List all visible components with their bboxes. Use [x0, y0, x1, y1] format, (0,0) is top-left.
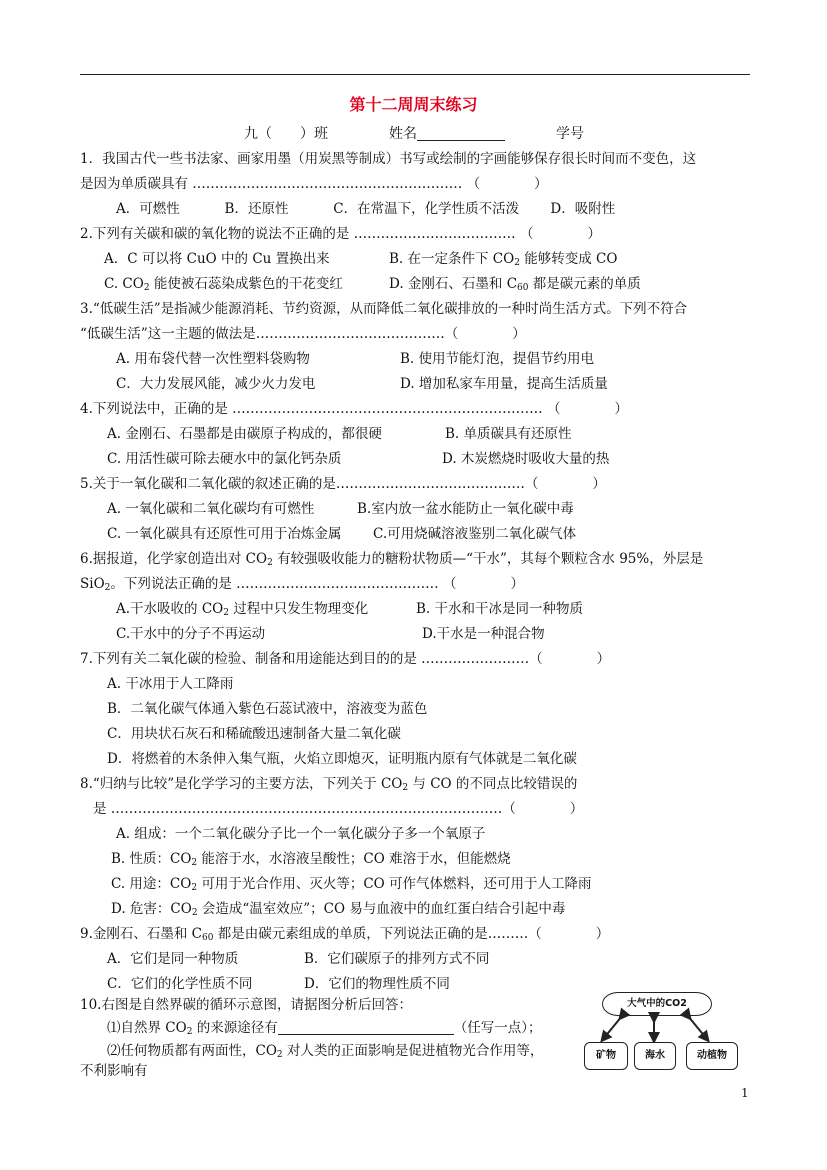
atmosphere-co2-cloud: 大气中的CO2 [602, 992, 712, 1016]
q9-stem: 9.金刚石、石墨和 $C_{60}$ 都是由碳元素组成的单质，下列说法正确的是………（ ） [80, 926, 610, 943]
q1-line2: 是因为单质碳具有 …………………………………………………… （ ） [80, 176, 548, 192]
q5-stem: 5.关于一氧化碳和二氧化碳的叙述正确的是……………………………………（ ） [80, 476, 606, 492]
q6-line2: SiO$_2$。下列说法正确的是 ……………………………………… （ ） [80, 576, 524, 593]
q1-line1: 1．我国古代一些书法家、画家用墨（用炭黑等制成）书写或绘制的字画能够保存很长时间而不变色，这 [80, 151, 697, 167]
q10-part1: ⑴自然界 $CO_2$ 的来源途径有 （任写一点）； [107, 1020, 542, 1037]
q7-option-d: D．将燃着的木条伸入集气瓶，火焰立即熄灭，证明瓶内原有气体就是二氧化碳 [107, 751, 577, 767]
page-number: 1 [741, 1086, 749, 1100]
q1-options: A．可燃性 B．还原性 C．在常温下，化学性质不活泼 D．吸附性 [116, 201, 616, 217]
organisms-box: 动植物 [686, 1042, 738, 1070]
q4-option-a: A. 金刚石、石墨都是由碳原子构成的，都很硬 [107, 426, 382, 442]
name-label: 姓名 [389, 126, 417, 142]
q2-option-d: D. 金刚石、石墨和 $C_{60}$ 都是碳元素的单质 [389, 276, 641, 293]
q4-stem: 4.下列说法中，正确的是 …………………………………………………………… （ ） [80, 401, 628, 417]
name-field[interactable] [389, 123, 505, 143]
name-blank[interactable] [417, 126, 505, 141]
q4-option-c: C. 用活性碳可除去硬水中的氯化钙杂质 [107, 451, 342, 467]
q5-option-d: C.可用烧碱溶液鉴别二氧化碳气体 [373, 526, 577, 542]
q9-option-d: D．它们的物理性质不同 [304, 976, 450, 992]
q6-option-c: C.干水中的分子不再运动 [116, 626, 266, 642]
q3-line1: 3.“低碳生活”是指减少能源消耗、节约资源，从而降低二氧化碳排放的一种时尚生活方式。下列不符合 [80, 301, 688, 317]
minerals-box: 矿物 [584, 1042, 628, 1070]
q7-option-c: C．用块状石灰石和稀硫酸迅速制备大量二氧化碳 [107, 726, 401, 742]
page-title: 第十二周周末练习 [349, 95, 478, 114]
q7-option-a: A. 干冰用于人工降雨 [107, 676, 234, 692]
q9-option-a: A．它们是同一种物质 [107, 951, 239, 967]
q9-option-c: C．它们的化学性质不同 [107, 976, 253, 992]
q2-option-c: C. $CO_2$ 能使被石蕊染成紫色的干花变红 [104, 276, 343, 293]
seawater-box: 海水 [634, 1042, 676, 1070]
q6-option-d: D.干水是一种混合物 [422, 626, 545, 642]
q5-option-b: B.室内放一盆水能防止一氧化碳中毒 [357, 501, 574, 517]
q5-option-c: C. 一氧化碳具有还原性可用于冶炼金属 [107, 526, 342, 542]
student-no-label: 学号 [556, 126, 584, 142]
q6-option-b: B. 干水和干冰是同一种物质 [416, 601, 584, 617]
top-rule [80, 74, 750, 75]
q10-stem: 10.右图是自然界碳的循环示意图，请据图分析后回答： [80, 997, 412, 1013]
q6-option-a: A.干水吸收的 $CO_2$ 过程中只发生物理变化 [116, 601, 369, 618]
q10-part1-answer-blank[interactable] [278, 1020, 454, 1035]
q3-line2: “低碳生活”这一主题的做法是……………………………………（ ） [80, 326, 526, 342]
q7-option-b: B．二氧化碳气体通入紫色石蕊试液中，溶液变为蓝色 [107, 701, 428, 717]
q7-stem: 7.下列有关二氧化碳的检验、制备和用途能达到目的的是 ……………………（ ） [80, 651, 611, 667]
q4-option-d: D. 木炭燃烧时吸收大量的热 [442, 451, 610, 467]
q8-option-c: C. 用途：$CO_2$ 可用于光合作用、灭火等；CO 可作气体燃料，还可用于人工降雨 [111, 876, 592, 893]
q10-part3: 不利影响有 [80, 1063, 148, 1079]
q8-line2: 是 ……………………………………………………………………………（ ） [93, 801, 584, 817]
q3-option-d: D. 增加私家车用量，提高生活质量 [400, 376, 608, 392]
q8-option-d: D. 危害：$CO_2$ 会造成“温室效应”；CO 易与血液中的血红蛋白结合引起中毒 [111, 901, 566, 918]
q3-option-b: B. 使用节能灯泡，提倡节约用电 [400, 351, 595, 367]
q4-option-b: B. 单质碳具有还原性 [445, 426, 572, 442]
q6-line1: 6.据报道，化学家创造出对 $CO_2$ 有较强吸收能力的糖粉状物质—“干水”，其每个颗粒含水 95%，外层是 [80, 551, 704, 568]
q2-option-a: A．C 可以将 CuO 中的 Cu 置换出来 [104, 251, 330, 267]
q10-part2: ⑵任何物质都有两面性，$CO_2$ 对人类的正面影响是促进植物光合作用等， [107, 1043, 544, 1060]
q9-option-b: B．它们碳原子的排列方式不同 [304, 951, 490, 967]
q2-stem: 2.下列有关碳和碳的氧化物的说法不正确的是 ……………………………… （ ） [80, 226, 601, 242]
q5-option-a: A. 一氧化碳和二氧化碳均有可燃性 [107, 501, 315, 517]
q8-line1: 8.“归纳与比较”是化学学习的主要方法，下列关于 $CO_2$ 与 CO 的不同点比较错误的 [80, 776, 578, 793]
q3-option-a: A. 用布袋代替一次性塑料袋购物 [116, 351, 310, 367]
class-label: 九（ ）班 [244, 126, 328, 142]
q2-option-b: B. 在一定条件下 $CO_2$ 能够转变成 CO [389, 251, 618, 268]
q3-option-c: C．大力发展风能，减少火力发电 [116, 376, 316, 392]
carbon-cycle-diagram [582, 988, 742, 1074]
q8-option-b: B. 性质：$CO_2$ 能溶于水，水溶液呈酸性；CO 难溶于水，但能燃烧 [111, 851, 511, 868]
q8-option-a: A. 组成：一个二氧化碳分子比一个一氧化碳分子多一个氧原子 [116, 826, 486, 842]
